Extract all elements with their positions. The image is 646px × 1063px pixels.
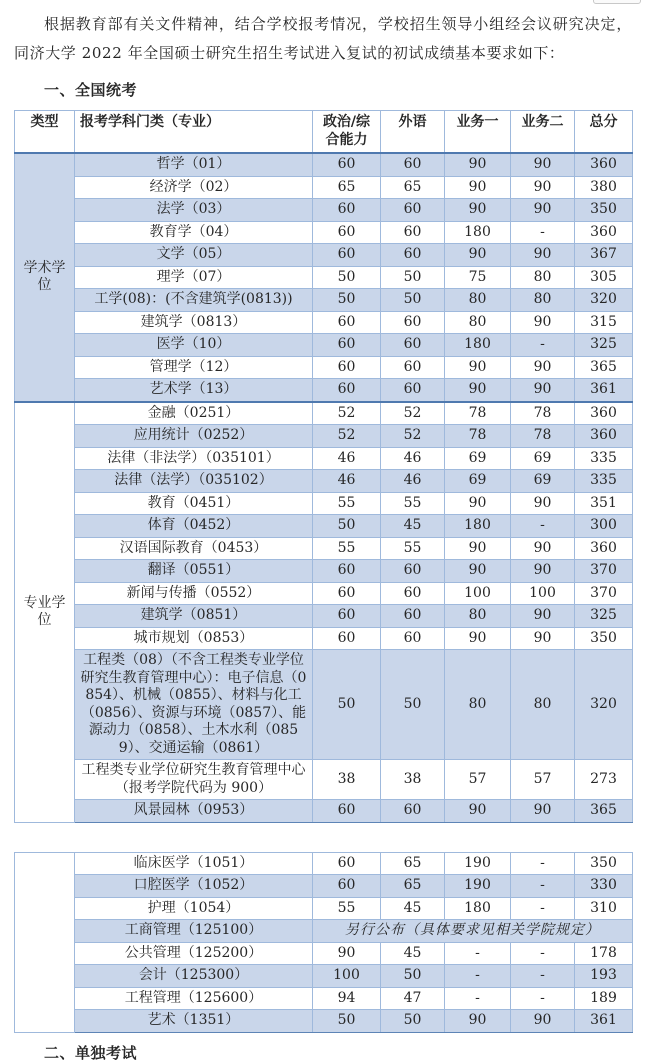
score-cell: 90 <box>511 492 575 515</box>
major-cell: 法律（非法学）（035101） <box>75 447 313 470</box>
table-row <box>15 266 633 289</box>
major-cell: 理学（07） <box>75 266 313 289</box>
score-cell: 55 <box>381 492 445 515</box>
major-cell: 翻译（0551） <box>75 560 313 583</box>
table-row <box>15 356 633 379</box>
table-row <box>15 492 633 515</box>
table-row <box>15 153 633 176</box>
table-row <box>15 537 633 560</box>
score-cell: 46 <box>313 470 381 493</box>
score-cell: 55 <box>313 537 381 560</box>
major-cell: 医学（10） <box>75 334 313 357</box>
table-row <box>15 942 633 965</box>
score-cell: 360 <box>575 221 633 244</box>
score-cell: - <box>511 942 575 965</box>
major-cell: 文学（05） <box>75 244 313 267</box>
score-cell: 90 <box>445 627 511 650</box>
score-cell: 45 <box>381 942 445 965</box>
major-cell: 建筑学（0813） <box>75 311 313 334</box>
score-cell: 360 <box>575 153 633 176</box>
table-row <box>15 244 633 267</box>
major-cell: 体育（0452） <box>75 515 313 538</box>
table-row <box>15 800 633 823</box>
table-row <box>15 334 633 357</box>
score-cell: 180 <box>445 515 511 538</box>
major-cell: 教育学（04） <box>75 221 313 244</box>
score-cell: 80 <box>445 311 511 334</box>
score-cell: 60 <box>313 627 381 650</box>
score-cell: 69 <box>511 447 575 470</box>
score-cell: 305 <box>575 266 633 289</box>
major-cell: 工程类（08）（不含工程类专业学位研究生教育管理中心）：电子信息（0854）、机械（0855）、材料与化工（0856）、资源与环境（0857）、能源动力（0858）、土木水利（0859）、交通运输（0861） <box>75 650 313 760</box>
score-cell: 190 <box>445 875 511 898</box>
score-cell: 80 <box>511 650 575 760</box>
score-cell: 90 <box>511 800 575 823</box>
score-cell: 60 <box>381 356 445 379</box>
score-cell: 370 <box>575 582 633 605</box>
score-cell: 190 <box>445 852 511 875</box>
score-cell: 361 <box>575 379 633 402</box>
score-cell: 100 <box>445 582 511 605</box>
score-cell: 45 <box>381 897 445 920</box>
major-cell: 风景园林（0953） <box>75 800 313 823</box>
score-cell: 50 <box>381 965 445 988</box>
table-row <box>15 897 633 920</box>
table-row <box>15 582 633 605</box>
header-cell-major: 报考学科门类（专业） <box>75 111 313 154</box>
table-gap <box>14 823 632 852</box>
score-cell: 365 <box>575 356 633 379</box>
score-cell: 60 <box>313 153 381 176</box>
score-cell: 90 <box>511 1010 575 1033</box>
score-cell: 55 <box>313 492 381 515</box>
header-cell-total: 总分 <box>575 111 633 154</box>
score-cell: 47 <box>381 987 445 1010</box>
score-cell: - <box>511 965 575 988</box>
score-cell: 57 <box>445 760 511 800</box>
score-cell: 90 <box>511 311 575 334</box>
table-row <box>15 1010 633 1033</box>
major-cell: 建筑学（0851） <box>75 605 313 628</box>
table-row <box>15 221 633 244</box>
score-cell: - <box>511 875 575 898</box>
score-cell: 365 <box>575 800 633 823</box>
score-cell: 65 <box>381 875 445 898</box>
score-cell: 94 <box>313 987 381 1010</box>
score-cell: 90 <box>445 356 511 379</box>
professional-scores-table-2 <box>14 852 633 1033</box>
score-cell: 380 <box>575 176 633 199</box>
score-cell: 351 <box>575 492 633 515</box>
score-cell: 50 <box>381 266 445 289</box>
major-cell: 临床医学（1051） <box>75 852 313 875</box>
score-cell: 90 <box>445 244 511 267</box>
score-cell: 60 <box>313 605 381 628</box>
score-cell: 46 <box>381 470 445 493</box>
score-cell: 273 <box>575 760 633 800</box>
score-cell: 69 <box>511 470 575 493</box>
national-exam-table-body <box>15 153 633 822</box>
major-cell: 哲学（01） <box>75 153 313 176</box>
major-cell: 金融（0251） <box>75 402 313 425</box>
score-cell: - <box>445 965 511 988</box>
score-cell: 60 <box>313 852 381 875</box>
score-cell: 360 <box>575 425 633 448</box>
section-title-separate-exam: 二、单独考试 <box>44 1043 138 1062</box>
score-cell: 180 <box>445 334 511 357</box>
score-cell: 189 <box>575 987 633 1010</box>
score-cell: 90 <box>511 379 575 402</box>
score-cell: 60 <box>381 800 445 823</box>
score-cell: 90 <box>511 356 575 379</box>
table-row <box>15 760 633 800</box>
table-row <box>15 425 633 448</box>
score-cell: 100 <box>511 582 575 605</box>
major-cell: 汉语国际教育（0453） <box>75 537 313 560</box>
score-cell: 52 <box>381 425 445 448</box>
table-row <box>15 605 633 628</box>
table-row <box>15 650 633 760</box>
score-cell: 310 <box>575 897 633 920</box>
national-exam-scores-table <box>14 110 633 823</box>
table-row <box>15 199 633 222</box>
score-cell: 60 <box>313 379 381 402</box>
score-cell: 60 <box>313 334 381 357</box>
score-cell: 50 <box>313 266 381 289</box>
major-cell: 经济学（02） <box>75 176 313 199</box>
table-header-row <box>15 111 633 154</box>
score-cell: 38 <box>381 760 445 800</box>
major-cell: 公共管理（125200） <box>75 942 313 965</box>
score-cell: 50 <box>313 650 381 760</box>
score-cell: 60 <box>313 311 381 334</box>
score-cell: 55 <box>381 537 445 560</box>
score-cell: 90 <box>445 199 511 222</box>
score-cell: 90 <box>445 560 511 583</box>
score-cell: 361 <box>575 1010 633 1033</box>
score-cell: 60 <box>381 153 445 176</box>
table-row <box>15 402 633 425</box>
score-cell: 65 <box>313 176 381 199</box>
major-cell: 管理学（12） <box>75 356 313 379</box>
major-cell: 工商管理（125100） <box>75 920 313 943</box>
score-cell: 55 <box>313 897 381 920</box>
score-cell: 315 <box>575 311 633 334</box>
score-cell: - <box>511 897 575 920</box>
score-cell: 360 <box>575 537 633 560</box>
major-cell: 新闻与传播（0552） <box>75 582 313 605</box>
score-cell: 60 <box>313 221 381 244</box>
score-cell: - <box>511 515 575 538</box>
major-cell: 工程类专业学位研究生教育管理中心（报考学院代码为 900） <box>75 760 313 800</box>
table-row <box>15 627 633 650</box>
partial-button-fragment[interactable] <box>593 0 641 4</box>
score-cell: 90 <box>445 492 511 515</box>
score-cell: 60 <box>381 627 445 650</box>
score-cell: 60 <box>381 379 445 402</box>
score-cell: 60 <box>381 334 445 357</box>
major-cell: 法学（03） <box>75 199 313 222</box>
score-cell: 90 <box>511 199 575 222</box>
score-cell: 320 <box>575 650 633 760</box>
score-cell: 320 <box>575 289 633 312</box>
major-cell: 教育（0451） <box>75 492 313 515</box>
score-cell: 325 <box>575 334 633 357</box>
score-cell: 52 <box>313 425 381 448</box>
score-cell: 367 <box>575 244 633 267</box>
score-cell: 90 <box>511 244 575 267</box>
score-cell: 45 <box>381 515 445 538</box>
score-cell: 69 <box>445 470 511 493</box>
score-cell: 78 <box>511 402 575 425</box>
score-cell: - <box>445 942 511 965</box>
table-row <box>15 875 633 898</box>
score-cell: 60 <box>313 800 381 823</box>
score-cell: 52 <box>313 402 381 425</box>
table-row <box>15 447 633 470</box>
table-row <box>15 920 633 943</box>
table-row <box>15 311 633 334</box>
score-cell: 90 <box>445 1010 511 1033</box>
score-cell: 90 <box>445 176 511 199</box>
score-cell: 78 <box>511 425 575 448</box>
score-cell: 65 <box>381 176 445 199</box>
score-cell: 90 <box>511 537 575 560</box>
score-cell: - <box>511 987 575 1010</box>
score-cell: 100 <box>313 965 381 988</box>
major-cell: 城市规划（0853） <box>75 627 313 650</box>
score-cell: - <box>511 334 575 357</box>
score-cell: 57 <box>511 760 575 800</box>
score-cell: 330 <box>575 875 633 898</box>
score-cell: 80 <box>445 605 511 628</box>
table-row <box>15 379 633 402</box>
score-cell: 80 <box>511 266 575 289</box>
score-cell: 90 <box>445 379 511 402</box>
score-cell: 90 <box>511 560 575 583</box>
score-cell: 60 <box>313 560 381 583</box>
major-cell: 口腔医学（1052） <box>75 875 313 898</box>
section-title-national-exam: 一、全国统考 <box>44 81 138 99</box>
type-cell: 学术学位 <box>15 153 75 402</box>
score-cell: 52 <box>381 402 445 425</box>
score-cell: 60 <box>381 311 445 334</box>
score-cell: 78 <box>445 402 511 425</box>
score-cell: - <box>511 852 575 875</box>
score-cell: 90 <box>511 176 575 199</box>
professional-table-body <box>15 852 633 1032</box>
header-cell-business1: 业务一 <box>445 111 511 154</box>
table-row <box>15 515 633 538</box>
score-cell: 90 <box>445 537 511 560</box>
score-cell: 60 <box>381 244 445 267</box>
score-cell: - <box>511 221 575 244</box>
table-row <box>15 852 633 875</box>
score-cell: 180 <box>445 221 511 244</box>
table-row <box>15 289 633 312</box>
score-cell: 60 <box>313 244 381 267</box>
score-cell: 90 <box>313 942 381 965</box>
score-cell: 90 <box>511 153 575 176</box>
score-cell: 50 <box>313 515 381 538</box>
header-cell-business2: 业务二 <box>511 111 575 154</box>
table-row <box>15 470 633 493</box>
score-cell: 80 <box>511 289 575 312</box>
score-cell: 60 <box>381 560 445 583</box>
score-cell: 60 <box>381 605 445 628</box>
major-cell: 会计（125300） <box>75 965 313 988</box>
type-cell: 专业学位 <box>15 402 75 823</box>
score-cell: 80 <box>445 650 511 760</box>
score-cell: 65 <box>381 852 445 875</box>
score-cell: 193 <box>575 965 633 988</box>
score-cell: 335 <box>575 470 633 493</box>
score-cell: 90 <box>445 800 511 823</box>
score-cell: 69 <box>445 447 511 470</box>
score-cell: 350 <box>575 199 633 222</box>
score-cell: 60 <box>381 199 445 222</box>
score-cell: 350 <box>575 627 633 650</box>
major-cell: 艺术学（13） <box>75 379 313 402</box>
score-cell: 335 <box>575 447 633 470</box>
major-cell: 法律（法学）（035102） <box>75 470 313 493</box>
major-cell: 应用统计（0252） <box>75 425 313 448</box>
score-cell: 80 <box>445 289 511 312</box>
score-cell: 50 <box>381 289 445 312</box>
score-cell: 50 <box>381 650 445 760</box>
type-cell-empty <box>15 852 75 1032</box>
score-cell: 300 <box>575 515 633 538</box>
score-cell: 178 <box>575 942 633 965</box>
score-cell: 60 <box>381 221 445 244</box>
major-cell: 工学(08)：(不含建筑学(0813)) <box>75 289 313 312</box>
merged-note-cell: 另行公布（具体要求见相关学院规定） <box>313 920 633 943</box>
score-cell: 325 <box>575 605 633 628</box>
major-cell: 工程管理（125600） <box>75 987 313 1010</box>
score-cell: 78 <box>445 425 511 448</box>
score-cell: 60 <box>313 582 381 605</box>
table-row <box>15 560 633 583</box>
score-cell: 50 <box>381 1010 445 1033</box>
score-cell: 75 <box>445 266 511 289</box>
score-cell: 60 <box>313 875 381 898</box>
table-row <box>15 965 633 988</box>
score-cell: 50 <box>313 289 381 312</box>
score-cell: - <box>445 987 511 1010</box>
score-cell: 350 <box>575 852 633 875</box>
score-cell: 180 <box>445 897 511 920</box>
table-row <box>15 176 633 199</box>
header-cell-type: 类型 <box>15 111 75 154</box>
major-cell: 护理（1054） <box>75 897 313 920</box>
header-cell-foreign-language: 外语 <box>381 111 445 154</box>
score-cell: 46 <box>313 447 381 470</box>
header-cell-politics: 政治/综合能力 <box>313 111 381 154</box>
score-cell: 38 <box>313 760 381 800</box>
major-cell: 艺术（1351） <box>75 1010 313 1033</box>
score-cell: 90 <box>445 153 511 176</box>
table-row <box>15 987 633 1010</box>
score-cell: 370 <box>575 560 633 583</box>
score-cell: 60 <box>313 199 381 222</box>
score-cell: 90 <box>511 605 575 628</box>
intro-paragraph: 根据教育部有关文件精神，结合学校报考情况，学校招生领导小组经会议研究决定，同济大学 2022 年全国硕士研究生招生考试进入复试的初试成绩基本要求如下： <box>14 15 632 62</box>
score-cell: 90 <box>511 627 575 650</box>
score-cell: 50 <box>313 1010 381 1033</box>
score-cell: 46 <box>381 447 445 470</box>
score-cell: 60 <box>381 582 445 605</box>
score-cell: 60 <box>313 356 381 379</box>
score-cell: 360 <box>575 402 633 425</box>
